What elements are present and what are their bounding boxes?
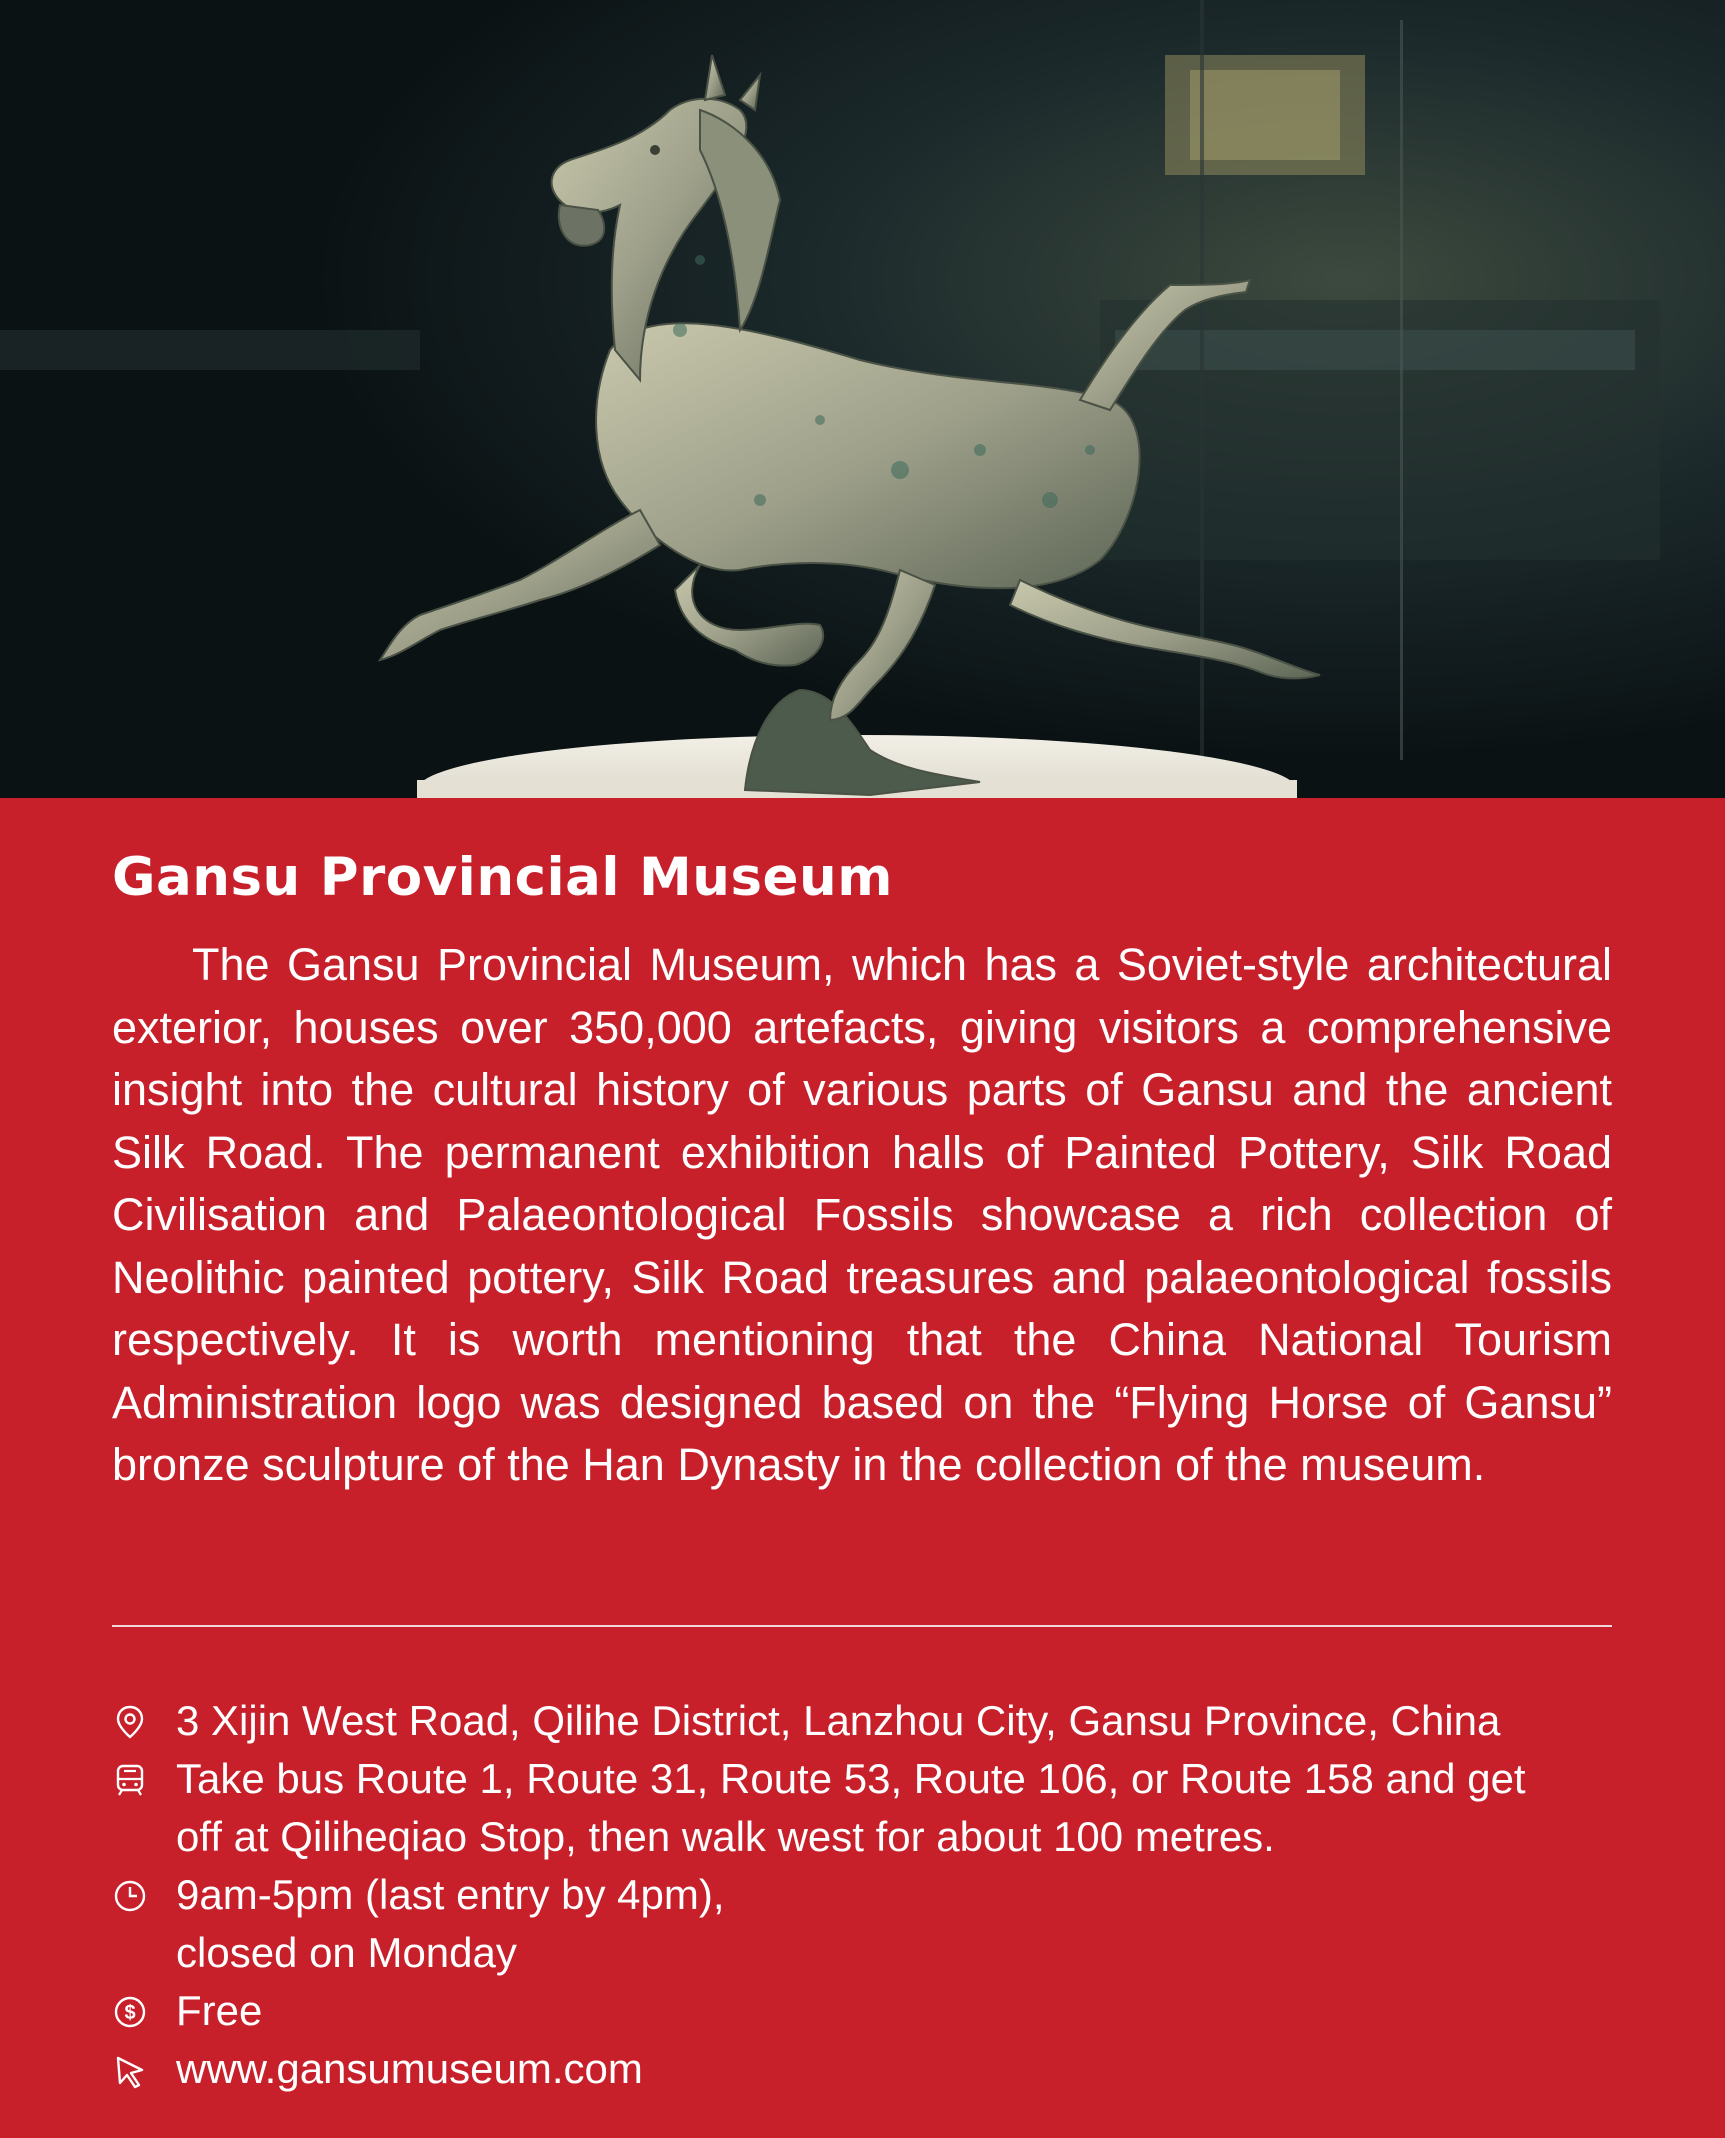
museum-description: The Gansu Provincial Museum, which has a Soviet-style architectural exterior, houses over 350,000 artefacts, giving visitors a comprehensive insight into the cultural history of various parts of Gansu and the ancient Silk Road. The permanent exhibition halls of Painted Pottery, Silk Road Civilisation and Palaeontological Fossils showcase a rich collection of Neolithic painted pottery, Silk Road treasures and palaeontological fossils respectively. It is worth mentioning that the China National Tourism Administration logo was designed based on the “Flying Horse of Gansu” bronze sculpture of the Han Dynasty in the collection of the museum. bbox=[112, 939, 1612, 1490]
bus-icon bbox=[112, 1762, 148, 1798]
flying-horse-photo bbox=[0, 0, 1725, 798]
address-text: 3 Xijin West Road, Qilihe District, Lanzhou City, Gansu Province, China bbox=[176, 1697, 1501, 1744]
fee-text: Free bbox=[176, 1987, 263, 2034]
hero-photo bbox=[0, 0, 1725, 798]
location-pin-icon bbox=[112, 1704, 148, 1740]
transport-line-1: Take bus Route 1, Route 31, Route 53, Route 106, or Route 158 and get bbox=[176, 1755, 1526, 1802]
hours-text bbox=[176, 1866, 1636, 1982]
hours-line-2: closed on Monday bbox=[176, 1929, 517, 1976]
hours-line-1: 9am-5pm (last entry by 4pm), bbox=[176, 1871, 725, 1918]
info-panel bbox=[0, 798, 1725, 2138]
website-link[interactable]: www.gansumuseum.com bbox=[176, 2045, 643, 2092]
cursor-icon bbox=[112, 2054, 148, 2090]
svg-text:$: $ bbox=[124, 2002, 136, 2024]
dollar-icon bbox=[112, 1994, 148, 2030]
transport-text bbox=[176, 1750, 1636, 1866]
page-title: Gansu Provincial Museum bbox=[112, 847, 893, 908]
transport-line-2: off at Qiliheqiao Stop, then walk west for about 100 metres. bbox=[176, 1813, 1275, 1860]
clock-icon bbox=[112, 1878, 148, 1914]
divider bbox=[112, 1625, 1612, 1627]
